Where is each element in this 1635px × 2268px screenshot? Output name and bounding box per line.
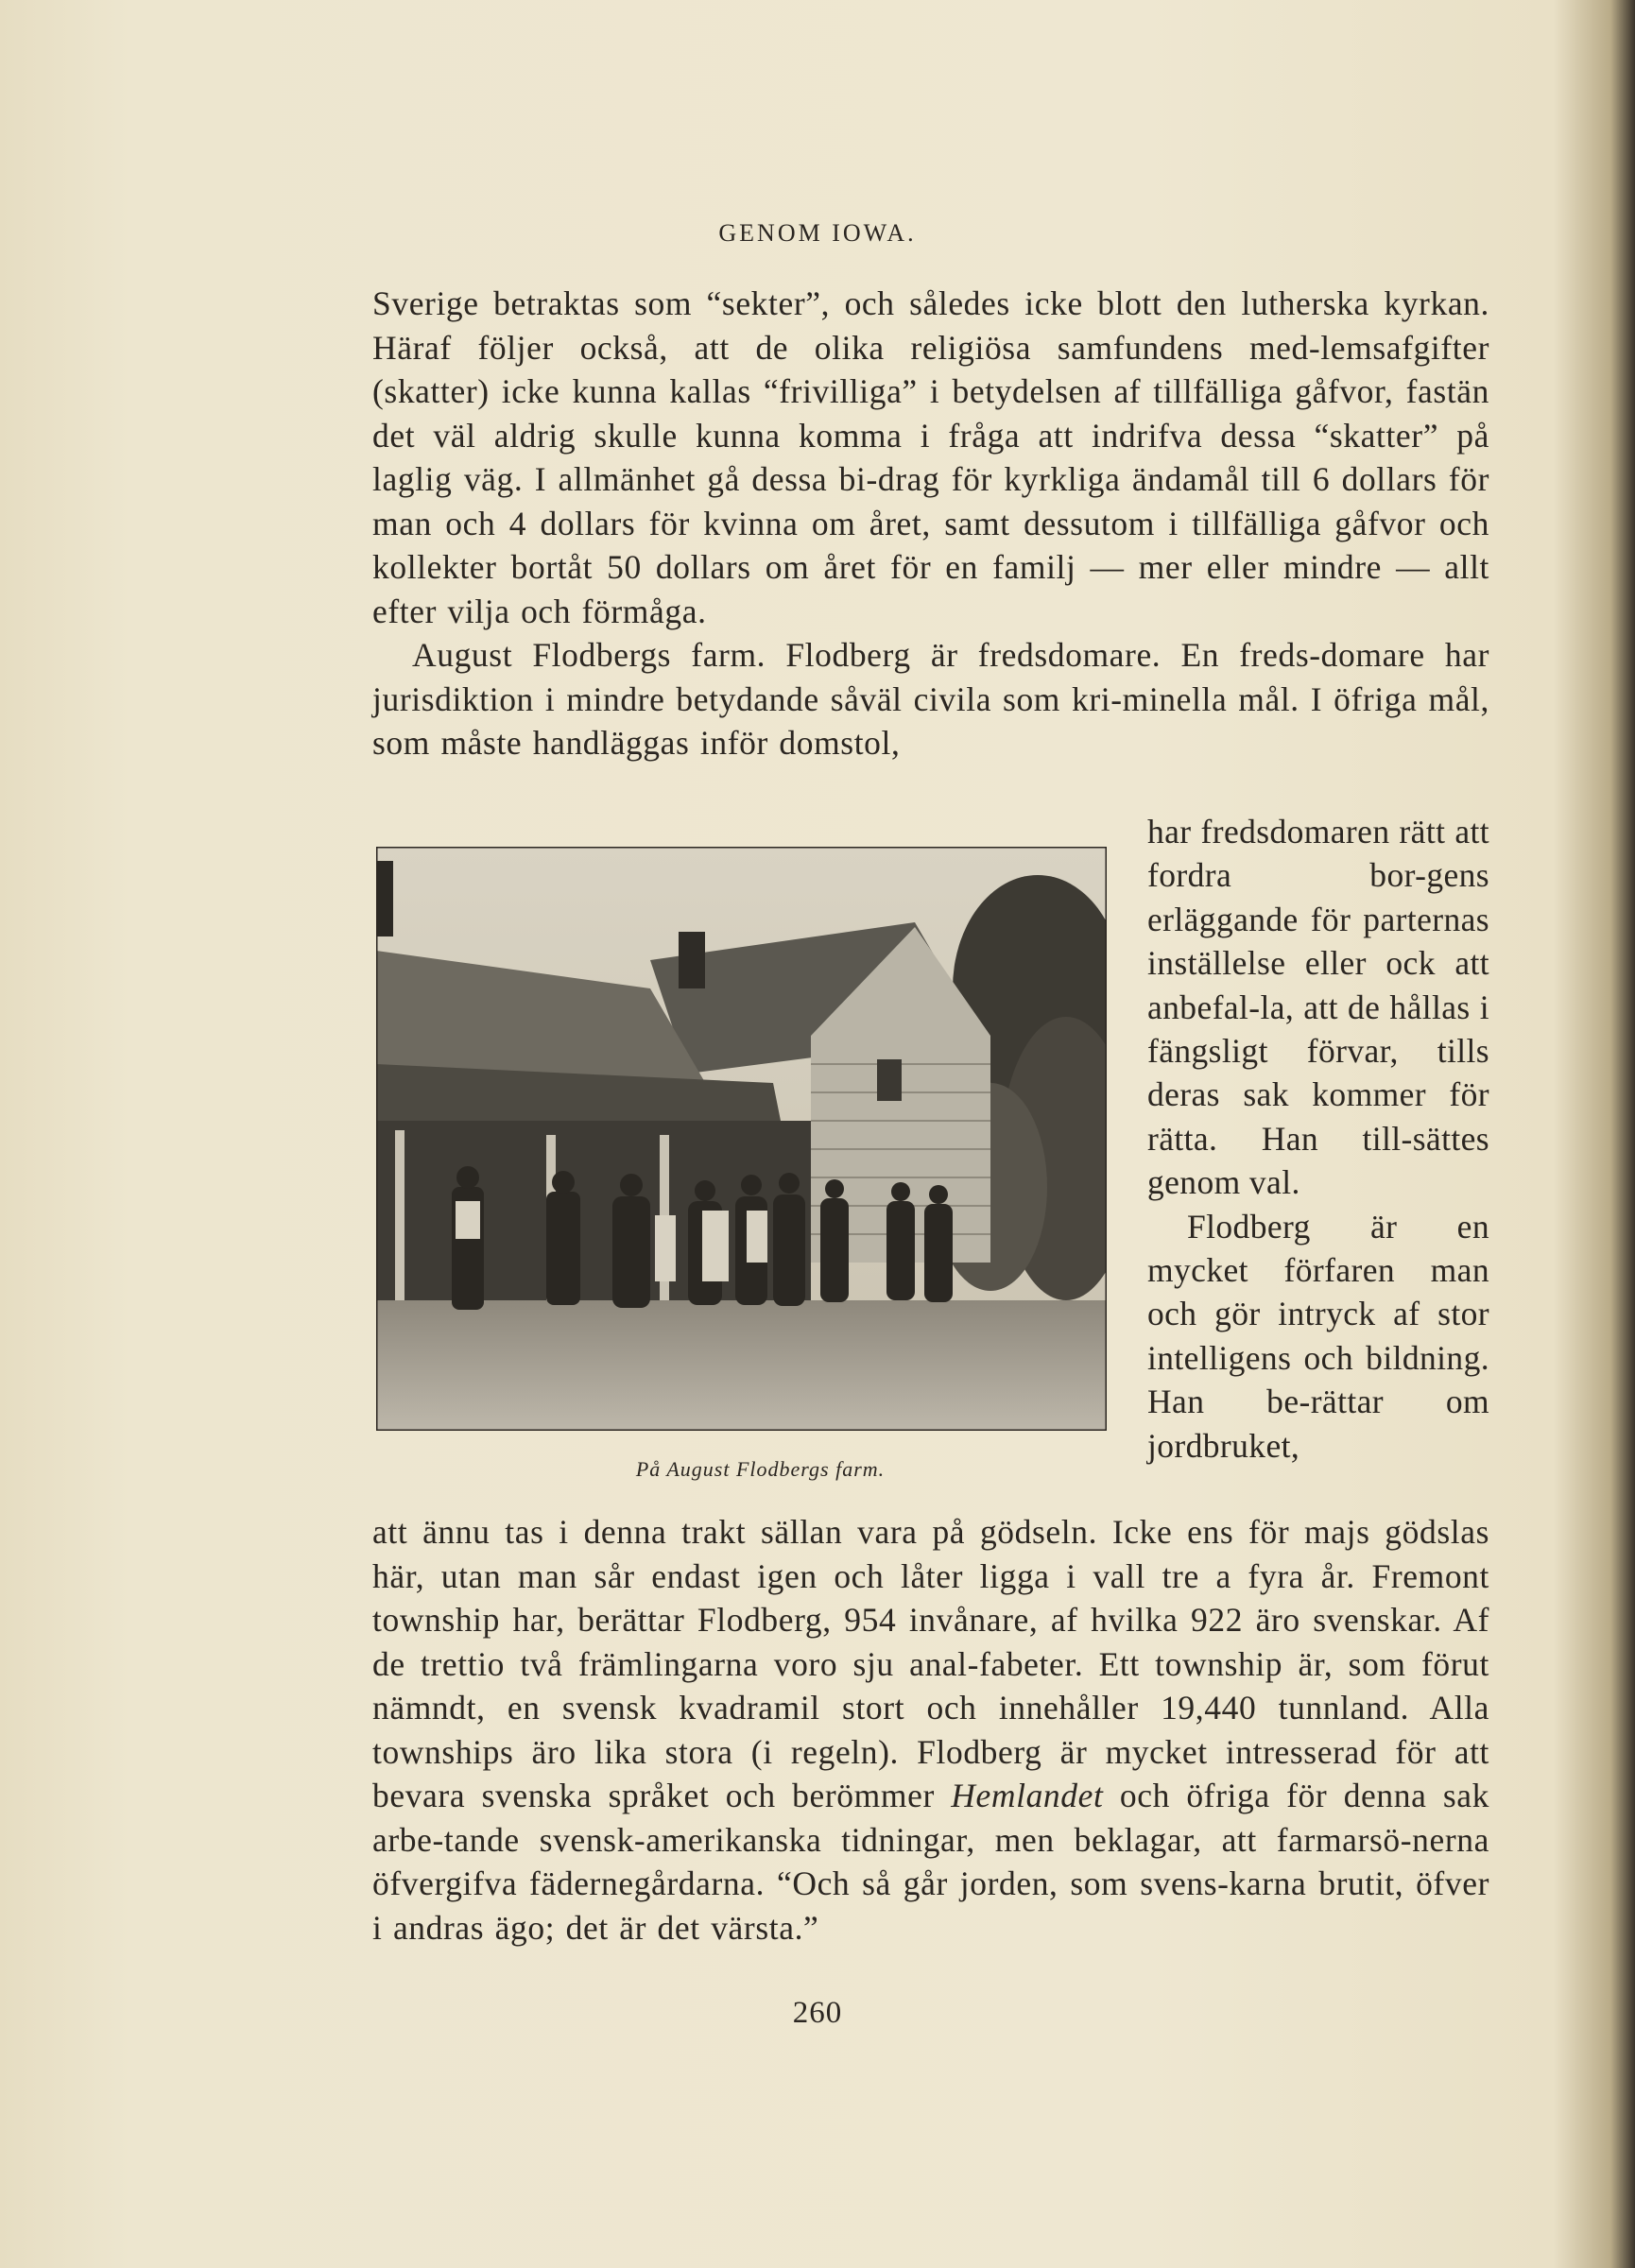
side-column	[1147, 810, 1489, 1468]
side-paragraph-fredsdomaren: har fredsdomaren rätt att fordra bor-gens erläggande för parternas inställelse eller ock att anbefal-la, att de hållas i fängsligt förvar, tills deras sak kommer för rätta. Han till-sättes genom val.	[1147, 813, 1489, 1202]
running-head: GENOM IOWA.	[718, 219, 917, 247]
text-block-top	[372, 282, 1489, 765]
side-paragraph-flodberg: Flodberg är en mycket förfaren man och gör intryck af stor intelligens och bildning. Han be-rättar om jordbruket,	[1147, 1207, 1489, 1465]
farm-photo	[376, 847, 1107, 1431]
text-run: och öfriga för denna sak arbe-tande svensk-amerikanska tidningar, men beklagar, att farmarsö-nerna öfvergifva fädernegårdarna. “Och så går jorden, som svens-karna brutit, öfver i andras ägo; det är det värsta.”	[372, 1777, 1489, 1947]
page-number: 260	[792, 1996, 843, 2030]
text-block-bottom	[372, 1510, 1489, 1950]
paragraph-jordbruket	[372, 1510, 1489, 1950]
paragraph-sekter: Sverige betraktas som “sekter”, och således icke blott den lutherska kyrkan. Häraf följer också, att de olika religiösa samfundens med-lemsafgifter (skatter) icke kunna kallas “frivilliga” i betydelsen af tillfälliga gåfvor, fastän det väl aldrig skulle kunna komma i fråga att indrifva dessa “skatter” på laglig väg. I allmänhet gå dessa bi-drag för kyrkliga ändamål till 6 dollars för man och 4 dollars för kvinna om året, samt dessutom i tillfälliga gåfvor och kollekter bortåt 50 dollars om året för en familj — mer eller mindre — allt efter vilja och förmåga.	[372, 284, 1489, 630]
figure-caption: På August Flodbergs farm.	[635, 1457, 886, 1481]
paragraph-flodberg-intro: August Flodbergs farm. Flodberg är fredsdomare. En freds-domare har jurisdiktion i mindre betydande såväl civila som kri-minella mål. I öfriga mål, som måste handläggas inför domstol,	[372, 636, 1489, 762]
figure	[376, 847, 1107, 1482]
text-run: att ännu tas i denna trakt sällan vara på gödseln. Icke ens för majs gödslas här, utan man sår endast igen och låter ligga i vall tre a fyra år. Fremont township har, berättar Flodberg, 954 invånare, af hvilka 922 äro svenskar. Af de trettio två främlingarna voro sju anal-fabeter. Ett township är, som förut nämndt, en svensk kvadramil stort och innehåller 19,440 tunnland. Alla townships äro lika stora (i regeln). Flodberg är mycket intresserad för att bevara svenska språket och berömmer	[372, 1513, 1489, 1814]
newspaper-title: Hemlandet	[951, 1777, 1104, 1814]
